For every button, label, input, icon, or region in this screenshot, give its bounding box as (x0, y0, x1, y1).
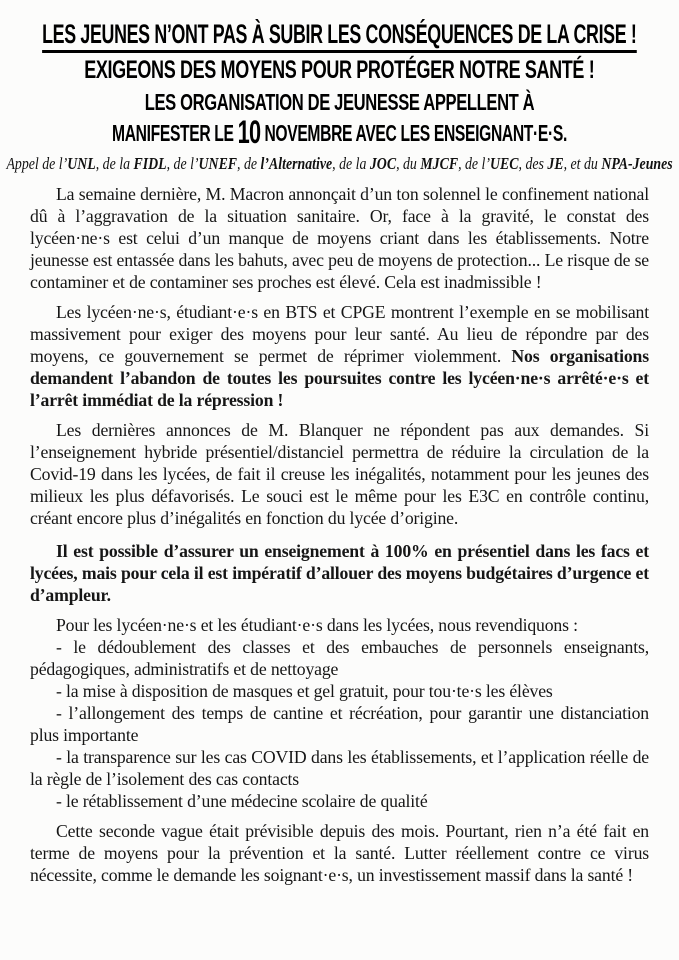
text-run: , de (236, 154, 261, 173)
headline-line4-pre: MANIFESTER LE (112, 120, 238, 146)
text-run: , des (518, 154, 548, 173)
demands-list-item (30, 702, 649, 746)
headline-line2 (30, 55, 649, 86)
demands-list-item (30, 790, 649, 812)
text-run: Les lycéen·ne·s, étudiant·e·s en BTS et CPGE montrent l’exemple en se mobilisant massivement pour exiger des moyens pour leur santé. Au lieu de répondre par des moyens, ce gouvernement se permet de réprimer violemment. (30, 302, 649, 366)
text-run-bold: Nos organisations demandent l’abandon de toutes les poursuites contre les lycéen·ne·s arrêté·e·s et l’arrêt immédiat de la répression ! (30, 346, 649, 410)
demands-list-item (30, 636, 649, 680)
appeal-line (6, 153, 673, 175)
text-run-bold: UNEF (198, 154, 237, 173)
demands-list-intro (30, 614, 649, 636)
text-run: , de l’ (166, 154, 199, 173)
text-run-bold: NPA-Jeunes (601, 154, 673, 173)
headline-line4 (30, 116, 649, 148)
leaflet-header (6, 16, 673, 175)
text-run-bold: UNL (67, 154, 96, 173)
text-run: , et du (563, 154, 602, 173)
text-run-bold: FIDL (133, 154, 167, 173)
headline-line1-text: LES JEUNES N’ONT PAS À SUBIR LES CONSÉQUENCES DE LA CRISE ! (42, 19, 636, 53)
text-run: , de l’ (458, 154, 490, 173)
leaflet-body (30, 183, 649, 886)
paragraph (30, 419, 649, 529)
text-run: - le dédoublement des classes et des embauches de personnels enseignants, pédagogiques, administratifs et de nettoyage (30, 637, 649, 679)
text-run-bold: UEC (489, 154, 519, 173)
text-run-bold: l’Alternative (260, 154, 333, 173)
text-run: Pour les lycéen·ne·s et les étudiant·e·s dans les lycées, nous revendiquons : (56, 615, 578, 635)
paragraph (30, 820, 649, 886)
text-run: , de la (95, 154, 134, 173)
text-run: Appel de l’ (6, 154, 68, 173)
text-run: - la mise à disposition de masques et gel gratuit, pour tou·te·s les élèves (56, 681, 553, 701)
text-run-bold: JE (547, 154, 564, 173)
text-run-bold: MJCF (420, 154, 459, 173)
text-run: , de la (332, 154, 370, 173)
text-run-bold: Il est possible d’assurer un enseignement à 100% en présentiel dans les facs et lycées, mais pour cela il est impératif d’allouer des moyens budgétaires d’urgence et d’ampleur. (30, 541, 649, 605)
text-run: , du (396, 154, 421, 173)
headline-line1 (30, 16, 649, 52)
demands-list-item (30, 746, 649, 790)
headline-line3-text: LES ORGANISATION DE JEUNESSE APPELLENT À (144, 89, 535, 115)
demands-list-item (30, 680, 649, 702)
paragraph (30, 301, 649, 411)
text-run: - le rétablissement d’une médecine scolaire de qualité (56, 791, 428, 811)
text-run: Cette seconde vague était prévisible depuis des mois. Pourtant, rien n’a été fait en terme de moyens pour la prévention et la santé. Lutter réellement contre ce virus nécessite, comme le demande les soignant·e·s, un investissement massif dans la santé ! (30, 821, 649, 885)
text-run: - l’allongement des temps de cantine et récréation, pour garantir une distanciation plus importante (30, 703, 649, 745)
headline-line4-post: NOVEMBRE AVEC LES ENSEIGNANT·E·S. (260, 120, 567, 146)
text-run-bold: JOC (369, 154, 397, 173)
appeal-line-text (6, 153, 672, 175)
headline-line2-text: EXIGEONS DES MOYENS POUR PROTÉGER NOTRE SANTÉ ! (84, 56, 595, 84)
headline-line3 (30, 88, 649, 116)
paragraph (30, 183, 649, 293)
text-run: La semaine dernière, M. Macron annonçait d’un ton solennel le confinement national dû à l’aggravation de la situation sanitaire. Or, face à la gravité, le constat des lycéen·ne·s est celui d’un manque de moyens criant dans les établissements. Notre jeunesse est entassée dans les bahuts, avec peu de moyens de protection... Le risque de se contaminer et de contaminer ses proches est élevé. Cela est inadmissible ! (30, 184, 649, 292)
date-number: 10 (237, 114, 261, 150)
paragraph-bold (30, 540, 649, 606)
text-run: - la transparence sur les cas COVID dans les établissements, et l’application réelle de la règle de l’isolement des cas contacts (30, 747, 649, 789)
text-run: Les dernières annonces de M. Blanquer ne répondent pas aux demandes. Si l’enseignement hybride présentiel/distanciel permettra de réduire la circulation de la Covid-19 dans les lycées, de fait il creuse les inégalités, notamment pour les jeunes des milieux les plus défavorisés. Le souci est le même pour les E3C en contrôle continu, créant encore plus d’inégalités en fonction du lycée d’origine. (30, 420, 649, 528)
